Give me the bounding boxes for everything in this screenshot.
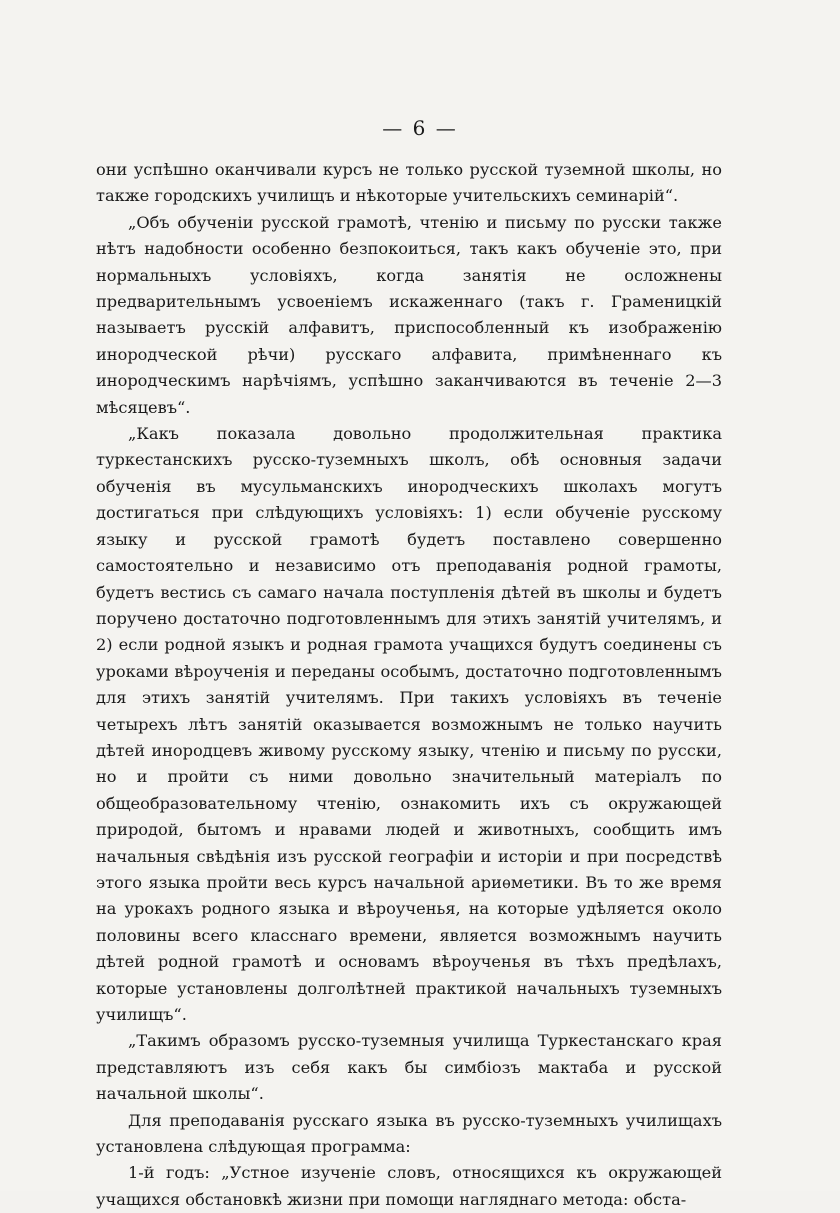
paragraph-quote-symbiosis: „Такимъ образомъ русско-туземныя училища Туркестанскаго края представляютъ изъ себя какъ бы симбіозъ мактаба и русской начальной школы“. bbox=[96, 1031, 722, 1104]
paragraph-continuation: они успѣшно оканчивали курсъ не только русской туземной школы, но также городскихъ училищъ и нѣкоторые учительскихъ семинарій“. bbox=[96, 160, 722, 206]
paragraph-quote-practice: „Какъ показала довольно продолжительная практика туркестанскихъ русско-туземныхъ школъ, обѣ основныя задачи обученія въ мусульманскихъ инородческихъ школахъ могутъ достигаться при слѣдующихъ условіяхъ: 1) если обученіе русскому языку и русской грамотѣ будетъ поставлено совершенно самостоятельно и независимо отъ преподаванія родной грамоты, будетъ вестись съ самаго начала поступленія дѣтей въ школы и будетъ поручено достаточно подготовленнымъ для этихъ занятій учителямъ, и 2) если родной языкъ и родная грамота учащихся будутъ соединены съ уроками вѣроученія и переданы особымъ, достаточно подготовленнымъ для этихъ занятій учителямъ. При такихъ условіяхъ въ теченіе четырехъ лѣтъ занятій оказывается возможнымъ не только научить дѣтей инородцевъ живому русскому языку, чтенію и письму по русски, но и пройти съ ними довольно значительный матеріалъ по общеобразовательному чтенію, ознакомить ихъ съ окружающей природой, бытомъ и нравами людей и животныхъ, сообщить имъ начальныя свѣдѣнія изъ русской географіи и исторіи и при посредствѣ этого языка пройти весь курсъ начальной ариѳметики. Въ то же время на урокахъ родного языка и вѣроученья, на которые удѣляется около половины всего класснаго времени, является возможнымъ научить дѣтей родной грамотѣ и основамъ вѣроученья въ тѣхъ предѣлахъ, которые установлены долголѣтней практикой начальныхъ туземныхъ училищъ“. bbox=[96, 424, 722, 1024]
page-number: — 6 — bbox=[382, 116, 458, 140]
paragraph-program-intro: Для преподаванія русскаго языка въ русско-туземныхъ училищахъ установлена слѣдующая программа: bbox=[96, 1110, 722, 1157]
paragraph-first-year: 1-й годъ: „Устное изученіе словъ, относящихся къ окружающей учащихся обстановкѣ жизни при помощи нагляднаго метода: обста- bbox=[96, 1163, 722, 1209]
body-text bbox=[96, 157, 722, 1213]
paragraph-quote-literacy: „Объ обученіи русской грамотѣ, чтенію и письму по русски также нѣтъ надобности особенно безпокоиться, такъ какъ обученіе это, при нормальныхъ условіяхъ, когда занятія не осложнены предварительнымъ усвоеніемъ искаженнаго (такъ г. Граменицкій называетъ русскій алфавитъ, приспособленный къ изображенію инородческой рѣчи) русскаго алфавита, примѣненнаго къ инородческимъ нарѣчіямъ, успѣшно заканчиваются въ теченіе 2—3 мѣсяцевъ“. bbox=[96, 212, 722, 417]
